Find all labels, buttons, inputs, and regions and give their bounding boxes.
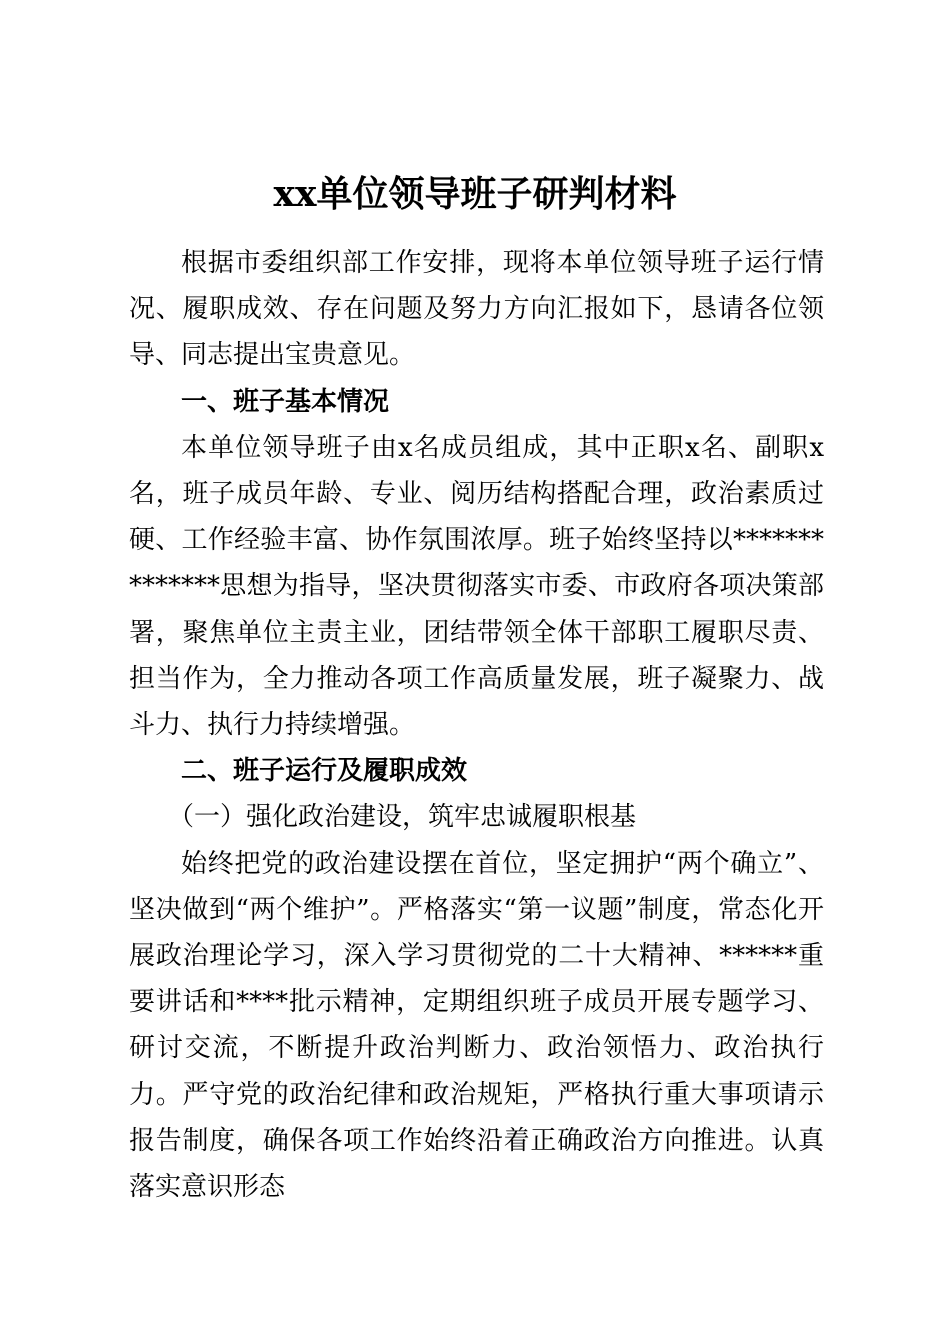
intro-paragraph: 根据市委组织部工作安排，现将本单位领导班子运行情况、履职成效、存在问题及努力方向汇报如下，恳请各位领导、同志提出宝贵意见。 bbox=[129, 248, 824, 371]
section-heading-performance: 二、班子运行及履职成效 bbox=[181, 756, 468, 787]
subsection-heading-political: （一）强化政治建设，筑牢忠诚履职根基 bbox=[168, 802, 637, 833]
basic-info-paragraph: 本单位领导班子由x名成员组成，其中正职x名、副职x名，班子成员年龄、专业、阅历结构搭配合理，政治素质过硬、工作经验丰富、协作氛围浓厚。班子始终坚持以**************思想为指导，坚决贯彻落实市委、市政府各项决策部署，聚焦单位主责主业，团结带领全体干部职工履职尽责、担当作为，全力推动各项工作高质量发展，班子凝聚力、战斗力、执行力持续增强。 bbox=[129, 432, 824, 741]
section-heading-basic-info: 一、班子基本情况 bbox=[181, 386, 390, 417]
document-body bbox=[129, 240, 824, 1210]
political-paragraph: 始终把党的政治建设摆在首位，坚定拥护“两个确立”、坚决做到“两个维护”。严格落实“第一议题”制度，常态化开展政治理论学习，深入学习贯彻党的二十大精神、******重要讲话和****批示精神，定期组织班子成员开展专题学习、研讨交流，不断提升政治判断力、政治领悟力、政治执行力。严守党的政治纪律和政治规矩，严格执行重大事项请示报告制度，确保各项工作始终沿着正确政治方向推进。认真落实意识形态 bbox=[129, 848, 824, 1203]
document-title: xx单位领导班子研判材料 bbox=[273, 173, 677, 215]
